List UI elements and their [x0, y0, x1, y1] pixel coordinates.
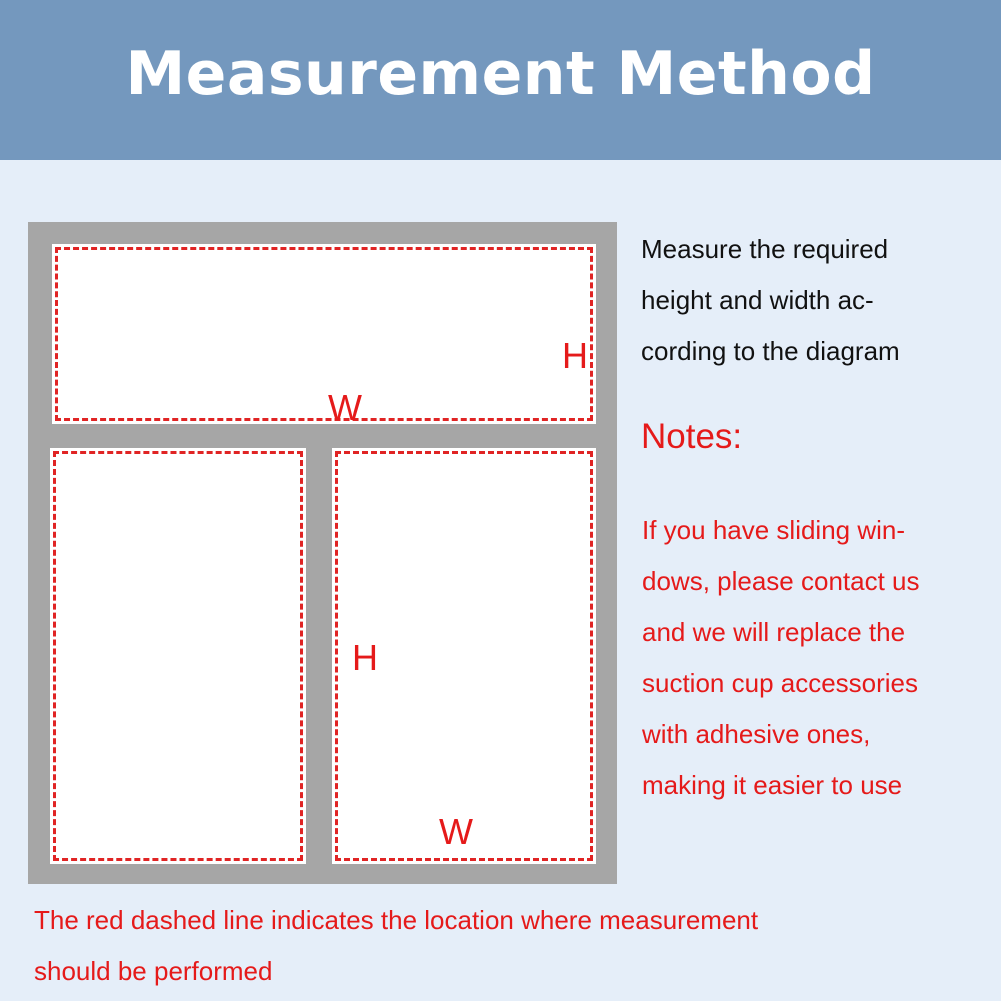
notes-line: with adhesive ones, [642, 719, 871, 749]
notes-line: and we will replace the [642, 617, 906, 647]
left-window-pane [50, 448, 306, 864]
notes-text [642, 505, 997, 811]
instruction-text [641, 224, 991, 377]
left-pane-dashed-outline [53, 451, 303, 861]
footer-line: The red dashed line indicates the location where measurement [34, 905, 759, 935]
window-frame-diagram [28, 222, 617, 884]
top-window-pane [52, 244, 596, 428]
right-window-pane [332, 448, 596, 864]
right-pane-width-label: W [439, 811, 473, 852]
instruction-line: Measure the required [641, 234, 889, 264]
notes-line: If you have sliding win- [642, 515, 906, 545]
top-pane-height-label: H [562, 335, 588, 376]
notes-line: suction cup accessories [642, 668, 919, 698]
right-pane-height-label: H [352, 637, 378, 678]
instruction-line: height and width ac- [641, 285, 874, 315]
notes-line: dows, please contact us [642, 566, 920, 596]
header-banner [0, 0, 1001, 160]
notes-heading: Notes: [641, 417, 743, 456]
footer-line: should be performed [34, 956, 273, 986]
footer-note [34, 895, 984, 997]
page-title: Measurement Method [125, 39, 876, 109]
notes-line: making it easier to use [642, 770, 903, 800]
instruction-line: cording to the diagram [641, 336, 900, 366]
top-pane-dashed-outline [55, 247, 593, 421]
top-pane-width-label: W [328, 387, 362, 428]
